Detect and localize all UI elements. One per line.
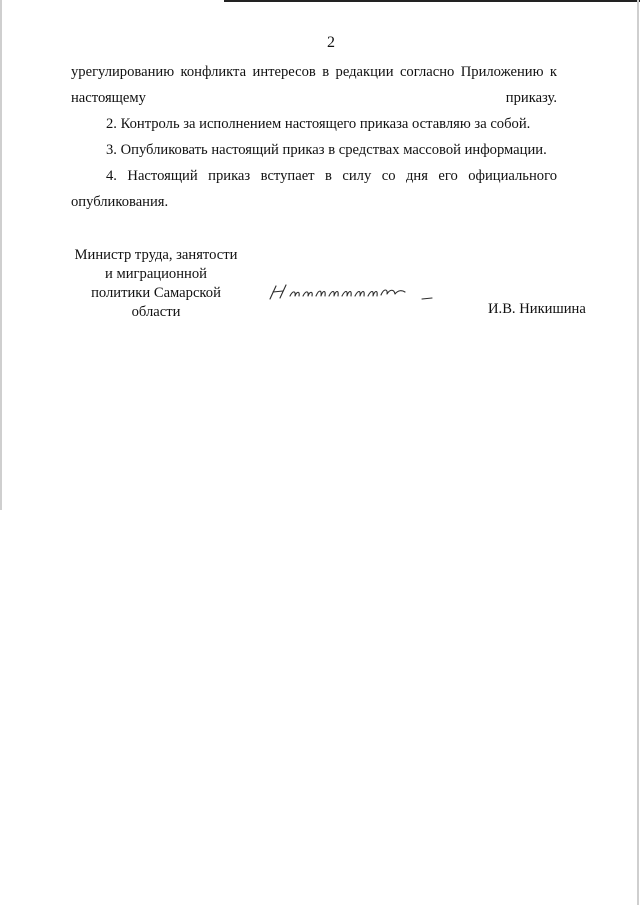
scan-left-edge-line [0, 0, 2, 510]
signatory-position-line: Министр труда, занятости [74, 247, 238, 263]
document-body [71, 59, 557, 215]
signatory-position-line: области [131, 304, 181, 320]
paragraph-continuation: урегулированию конфликта интересов в редакции согласно Приложению к настоящему приказу. [71, 64, 557, 106]
scan-right-edge-line [637, 0, 639, 905]
signatory-position-line: и миграционной [105, 266, 207, 282]
paragraph-item-2: 2. Контроль за исполнением настоящего приказа оставляю за собой. [106, 116, 531, 132]
paragraph-item-4: 4. Настоящий приказ вступает в силу со дня его официального опубликования. [71, 168, 557, 210]
scan-top-edge-line [224, 0, 640, 2]
signatory-position [66, 246, 246, 322]
handwritten-signature [262, 277, 442, 307]
signer-name: И.В. Никишина [488, 301, 586, 317]
page-number: 2 [327, 34, 335, 51]
paragraph-item-3: 3. Опубликовать настоящий приказ в средствах массовой информации. [106, 142, 547, 158]
signatory-position-line: политики Самарской [91, 285, 221, 301]
